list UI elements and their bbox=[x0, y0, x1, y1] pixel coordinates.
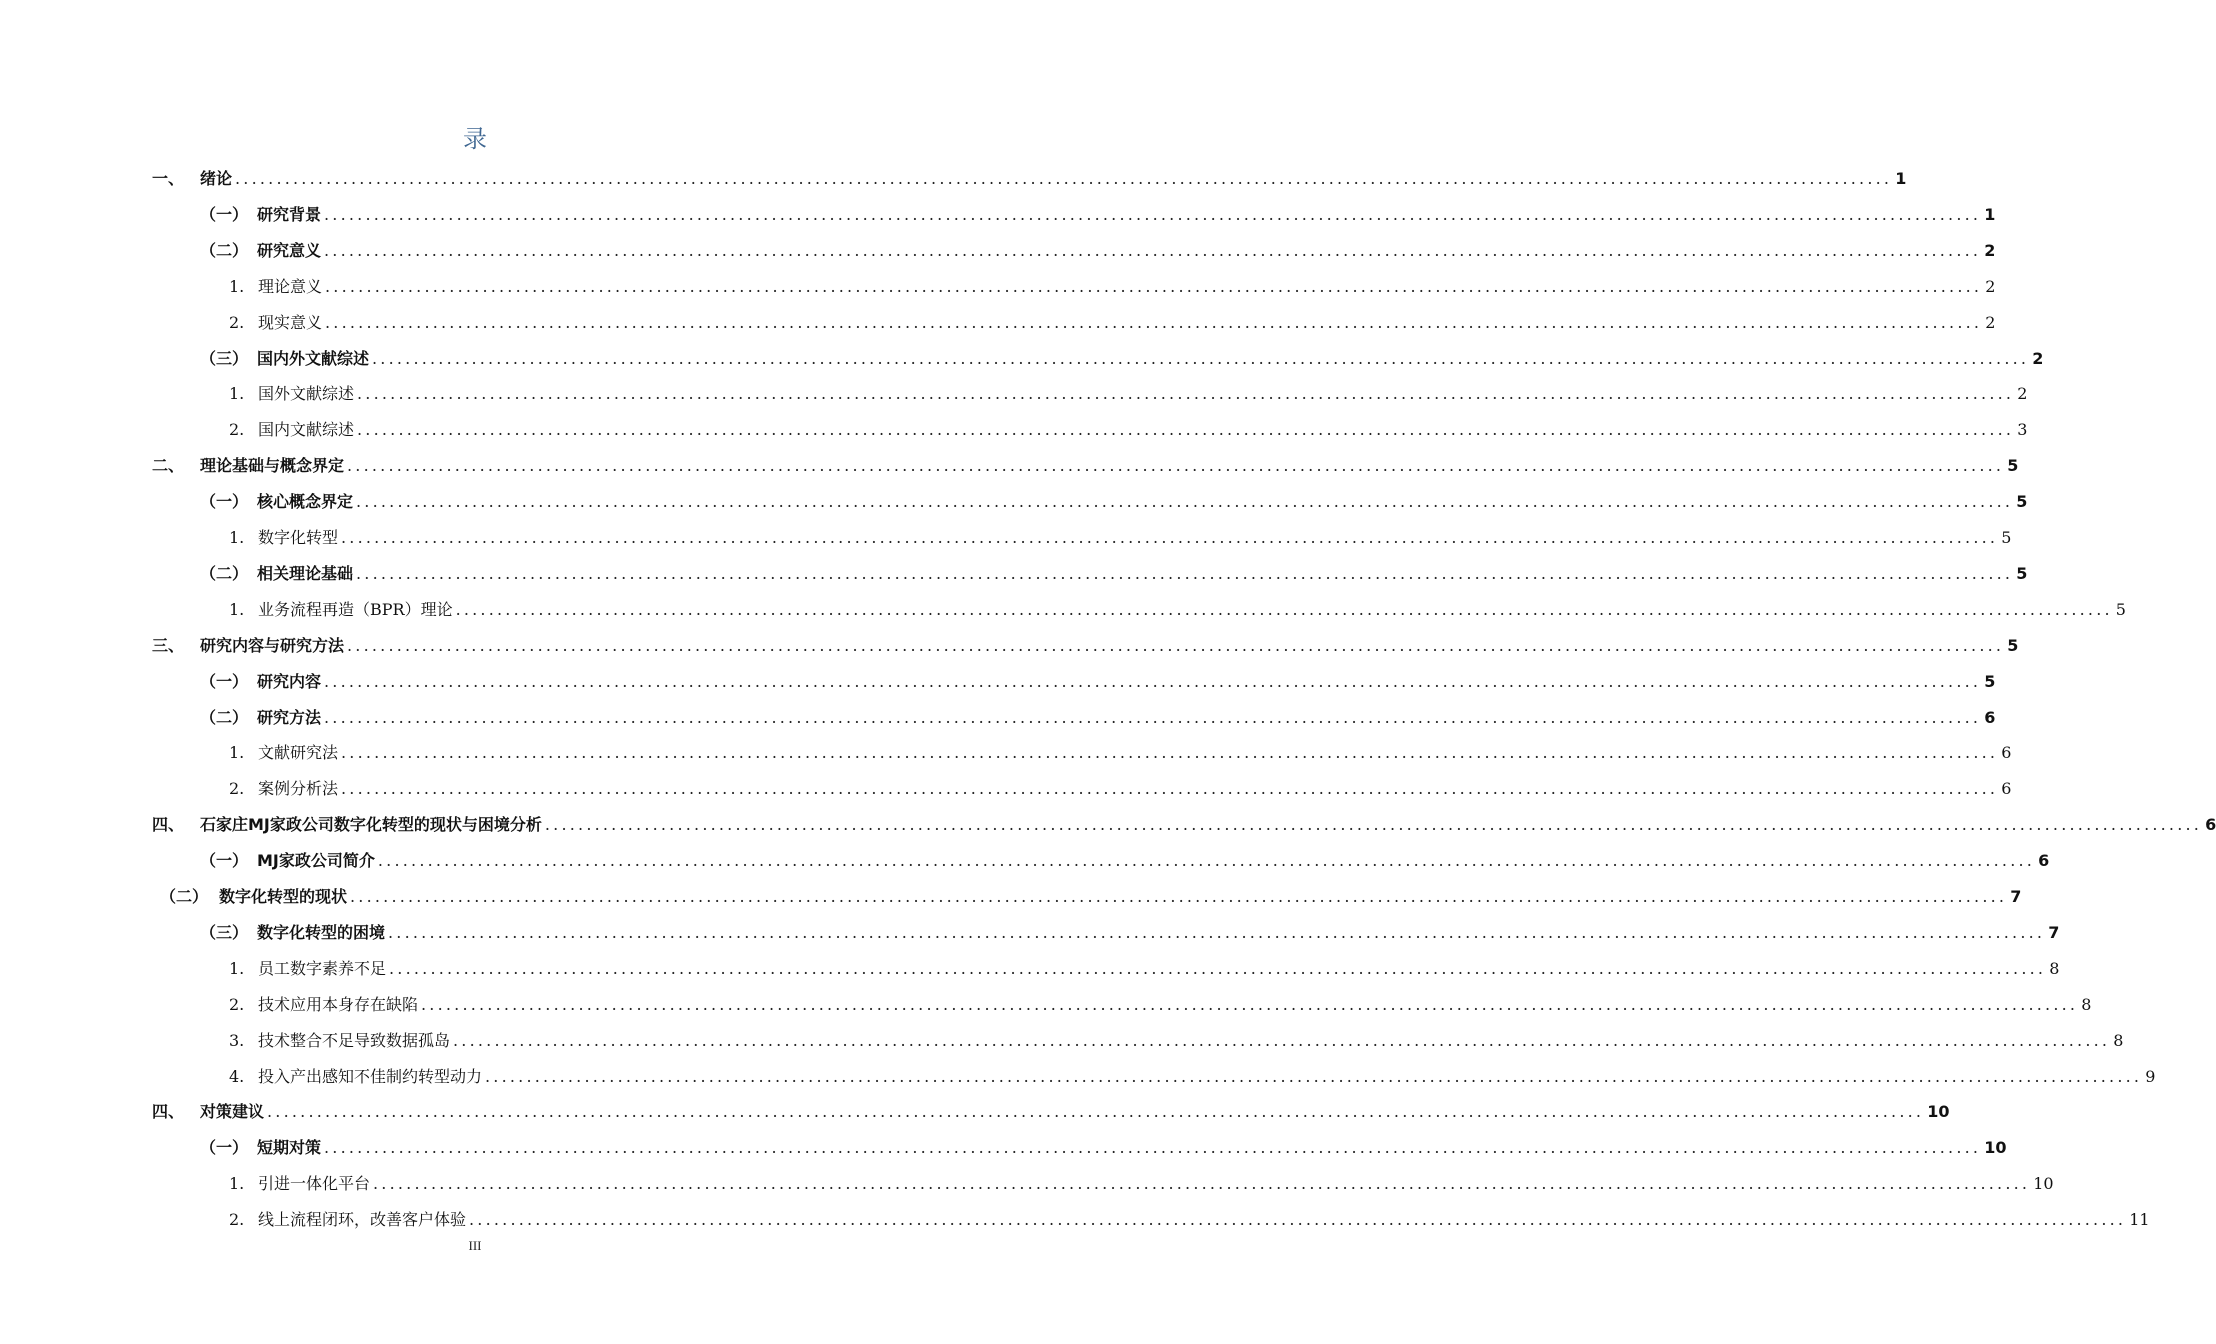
toc-entry-page: 8 bbox=[2081, 994, 2092, 1014]
toc-entry-number: （三） bbox=[200, 922, 249, 942]
toc-entry-number: （二） bbox=[200, 563, 249, 583]
dot-leader: ........................................................................................................................................................................................................ bbox=[324, 240, 1982, 260]
toc-title: 录 bbox=[463, 125, 487, 153]
toc-entry-page: 1 bbox=[1895, 169, 1907, 188]
toc-entry[interactable] bbox=[229, 376, 2028, 412]
toc-entry-title: 国内外文献综述 bbox=[257, 348, 370, 368]
toc-entry-number: 1. bbox=[229, 743, 245, 763]
dot-leader: ........................................................................................................................................................................................................ bbox=[373, 1174, 2031, 1194]
toc-entry-page: 5 bbox=[1984, 671, 1996, 691]
dot-leader: ........................................................................................................................................................................................................ bbox=[325, 312, 1983, 332]
toc-entry[interactable] bbox=[200, 556, 2028, 592]
toc-entry-title: 相关理论基础 bbox=[257, 563, 354, 583]
toc-entry-number: 2. bbox=[229, 779, 245, 799]
toc-entry[interactable] bbox=[229, 520, 2012, 556]
dot-leader: ........................................................................................................................................................................................................ bbox=[544, 815, 2203, 835]
toc-entry-title: 现实意义 bbox=[258, 312, 323, 332]
dot-leader: ........................................................................................................................................................................................................ bbox=[388, 922, 2046, 942]
toc-entry-number: （一） bbox=[200, 1138, 249, 1158]
toc-entry-title: 文献研究法 bbox=[258, 743, 339, 763]
toc-entry-page: 2 bbox=[1984, 240, 1996, 260]
toc-entry-title: 研究内容与研究方法 bbox=[200, 635, 345, 655]
toc-entry-title: 研究方法 bbox=[257, 707, 322, 727]
toc-entry-title: 线上流程闭环，改善客户体验 bbox=[258, 1210, 467, 1230]
toc-entry-title: 对策建议 bbox=[200, 1102, 265, 1122]
toc-entry[interactable] bbox=[229, 305, 1996, 341]
toc-entry-page: 6 bbox=[2001, 743, 2012, 763]
toc-entry-title: 绪论 bbox=[200, 169, 233, 188]
dot-leader: ........................................................................................................................................................................................................ bbox=[453, 1030, 2111, 1050]
toc-entry[interactable] bbox=[200, 664, 1996, 700]
toc-entry-page: 2 bbox=[1985, 312, 1996, 332]
toc-entry-title: 技术整合不足导致数据孤岛 bbox=[258, 1030, 451, 1050]
dot-leader: ........................................................................................................................................................................................................ bbox=[469, 1210, 2127, 1230]
toc-entry-number: （二） bbox=[200, 240, 249, 260]
toc-entry-title: 理论意义 bbox=[258, 276, 323, 296]
toc-entry-page: 10 bbox=[2033, 1174, 2054, 1194]
toc-entry-number: 三、 bbox=[152, 635, 185, 655]
toc-entry[interactable] bbox=[200, 233, 1996, 269]
toc-entry[interactable] bbox=[229, 1023, 2124, 1059]
toc-entry-title: 国外文献综述 bbox=[258, 384, 355, 404]
toc-entry-page: 6 bbox=[2001, 779, 2012, 799]
toc-entry-title: 案例分析法 bbox=[258, 779, 339, 799]
dot-leader: ........................................................................................................................................................................................................ bbox=[324, 204, 1982, 224]
toc-entry-title: 核心概念界定 bbox=[257, 492, 354, 512]
dot-leader: ........................................................................................................................................................................................................ bbox=[324, 671, 1982, 691]
page-number: III bbox=[468, 1238, 482, 1253]
dot-leader: ........................................................................................................................................................................................................ bbox=[421, 994, 2079, 1014]
toc-entry-number: 1. bbox=[229, 958, 245, 978]
toc-entry-number: （二） bbox=[200, 707, 249, 727]
toc-entry-number: 1. bbox=[229, 528, 245, 547]
toc-entry-title: 员工数字素养不足 bbox=[258, 958, 387, 978]
toc-entry-page: 5 bbox=[2007, 635, 2019, 655]
toc-entry-page: 7 bbox=[2010, 887, 2022, 906]
dot-leader: ........................................................................................................................................................................................................ bbox=[267, 1102, 1925, 1122]
toc-entry-number: （一） bbox=[200, 492, 249, 512]
toc-entry[interactable] bbox=[229, 771, 2012, 807]
toc-entry-page: 10 bbox=[1927, 1102, 1950, 1122]
toc-entry[interactable] bbox=[152, 1094, 1950, 1130]
toc-entry[interactable] bbox=[229, 1059, 2156, 1095]
toc-entry[interactable] bbox=[229, 951, 2060, 987]
toc-entry-page: 7 bbox=[2048, 922, 2060, 942]
toc-entry-title: 石家庄MJ家政公司数字化转型的现状与困境分析 bbox=[200, 815, 542, 835]
toc-entry-page: 8 bbox=[2049, 958, 2060, 978]
toc-entry-title: 数字化转型的现状 bbox=[219, 887, 348, 906]
toc-entry-page: 2 bbox=[2017, 384, 2028, 404]
toc-entry-number: 1. bbox=[229, 276, 245, 296]
toc-entry-title: 国内文献综述 bbox=[258, 420, 355, 440]
toc-entry-number: （二） bbox=[160, 887, 209, 906]
toc-entry[interactable] bbox=[200, 197, 1996, 233]
toc-entry-title: 研究意义 bbox=[257, 240, 322, 260]
toc-entry-number: 3. bbox=[229, 1030, 245, 1050]
toc-entry-number: 四、 bbox=[152, 815, 185, 835]
toc-entry-title: 研究背景 bbox=[257, 204, 322, 224]
toc-entry-page: 9 bbox=[2145, 1066, 2156, 1086]
toc-entry-page: 6 bbox=[2038, 851, 2050, 871]
toc-entry-title: MJ家政公司简介 bbox=[257, 851, 375, 871]
toc-entry[interactable] bbox=[200, 915, 2060, 951]
toc-entry-number: 1. bbox=[229, 1174, 245, 1194]
toc-entry-title: 数字化转型的困境 bbox=[257, 922, 386, 942]
toc-entry-number: 一、 bbox=[152, 169, 185, 188]
dot-leader: ........................................................................................................................................................................................................ bbox=[377, 851, 2036, 871]
toc-entry[interactable] bbox=[200, 843, 2050, 879]
toc-entry-title: 引进一体化平台 bbox=[258, 1174, 371, 1194]
dot-leader: ........................................................................................................................................................................................................ bbox=[325, 276, 1983, 296]
toc-entry-number: 1. bbox=[229, 384, 245, 404]
toc-entry[interactable] bbox=[152, 628, 2019, 664]
toc-entry-page: 2 bbox=[2032, 348, 2044, 368]
toc-entry[interactable] bbox=[152, 161, 1907, 197]
toc-entry[interactable] bbox=[200, 1130, 2007, 1166]
toc-entry-title: 业务流程再造（BPR）理论 bbox=[258, 599, 453, 619]
toc-entry-page: 5 bbox=[2007, 456, 2019, 476]
toc-entry-page: 6 bbox=[2205, 815, 2216, 835]
dot-leader: ........................................................................................................................................................................................................ bbox=[389, 958, 2047, 978]
toc-entry-page: 5 bbox=[2016, 563, 2028, 583]
dot-leader: ........................................................................................................................................................................................................ bbox=[372, 348, 2030, 368]
dot-leader: ........................................................................................................................................................................................................ bbox=[485, 1066, 2143, 1086]
dot-leader: ........................................................................................................................................................................................................ bbox=[347, 635, 2005, 655]
toc-entry-page: 3 bbox=[2017, 420, 2028, 440]
toc-entry[interactable] bbox=[200, 700, 1996, 736]
toc-entry[interactable] bbox=[200, 341, 2044, 377]
toc-entry[interactable] bbox=[229, 735, 2012, 771]
toc-entry-number: （一） bbox=[200, 204, 249, 224]
toc-entry-number: 2. bbox=[229, 1210, 245, 1230]
toc-entry-number: （一） bbox=[200, 851, 249, 871]
dot-leader: ........................................................................................................................................................................................................ bbox=[324, 707, 1982, 727]
dot-leader: ........................................................................................................................................................................................................ bbox=[341, 743, 1999, 763]
toc-entry-page: 5 bbox=[2016, 492, 2028, 512]
toc-entry-page: 1 bbox=[1984, 204, 1996, 224]
dot-leader: ........................................................................................................................................................................................................ bbox=[356, 492, 2014, 512]
toc-entry-number: 2. bbox=[229, 994, 245, 1014]
toc-entry-title: 理论基础与概念界定 bbox=[200, 456, 345, 476]
toc-entry-number: （三） bbox=[200, 348, 249, 368]
toc-entry-page: 10 bbox=[1984, 1138, 2007, 1158]
toc-entry[interactable] bbox=[152, 448, 2019, 484]
toc-entry[interactable] bbox=[200, 484, 2028, 520]
toc-entry[interactable] bbox=[229, 1202, 2150, 1238]
toc-entry[interactable] bbox=[229, 592, 2126, 628]
toc-entry[interactable] bbox=[160, 879, 2022, 915]
toc-entry-page: 6 bbox=[1984, 707, 1996, 727]
dot-leader: ........................................................................................................................................................................................................ bbox=[341, 779, 1999, 799]
toc-entry-title: 短期对策 bbox=[257, 1138, 322, 1158]
toc-entry-title: 研究内容 bbox=[257, 671, 322, 691]
dot-leader: ........................................................................................................................................................................................................ bbox=[235, 169, 1893, 188]
toc-entry[interactable] bbox=[152, 807, 2216, 843]
dot-leader: ........................................................................................................................................................................................................ bbox=[455, 599, 2113, 619]
toc-entry-number: 四、 bbox=[152, 1102, 185, 1122]
toc-entry-page: 8 bbox=[2113, 1030, 2124, 1050]
toc-entry-title: 数字化转型 bbox=[258, 528, 339, 547]
toc-entry-number: （一） bbox=[200, 671, 249, 691]
toc-entry-number: 4. bbox=[229, 1066, 245, 1086]
dot-leader: ........................................................................................................................................................................................................ bbox=[347, 456, 2005, 476]
dot-leader: ........................................................................................................................................................................................................ bbox=[356, 563, 2014, 583]
toc-entry-number: 2. bbox=[229, 312, 245, 332]
toc-entry-number: 1. bbox=[229, 599, 245, 619]
dot-leader: ........................................................................................................................................................................................................ bbox=[341, 528, 1999, 547]
dot-leader: ........................................................................................................................................................................................................ bbox=[357, 420, 2015, 440]
toc-entry-title: 技术应用本身存在缺陷 bbox=[258, 994, 419, 1014]
toc-entry-page: 5 bbox=[2001, 528, 2012, 547]
toc-entry-page: 11 bbox=[2129, 1210, 2150, 1230]
toc-entry-number: 二、 bbox=[152, 456, 185, 476]
toc-entry-page: 2 bbox=[1985, 276, 1996, 296]
toc-entry[interactable] bbox=[229, 1166, 2054, 1202]
dot-leader: ........................................................................................................................................................................................................ bbox=[357, 384, 2015, 404]
toc-entry-number: 2. bbox=[229, 420, 245, 440]
toc-entry[interactable] bbox=[229, 412, 2028, 448]
dot-leader: ........................................................................................................................................................................................................ bbox=[350, 887, 2008, 906]
dot-leader: ........................................................................................................................................................................................................ bbox=[324, 1138, 1982, 1158]
toc-entry-page: 5 bbox=[2115, 599, 2126, 619]
toc-entry[interactable] bbox=[229, 269, 1996, 305]
toc-entry[interactable] bbox=[229, 987, 2092, 1023]
toc-entry-title: 投入产出感知不佳制约转型动力 bbox=[258, 1066, 483, 1086]
